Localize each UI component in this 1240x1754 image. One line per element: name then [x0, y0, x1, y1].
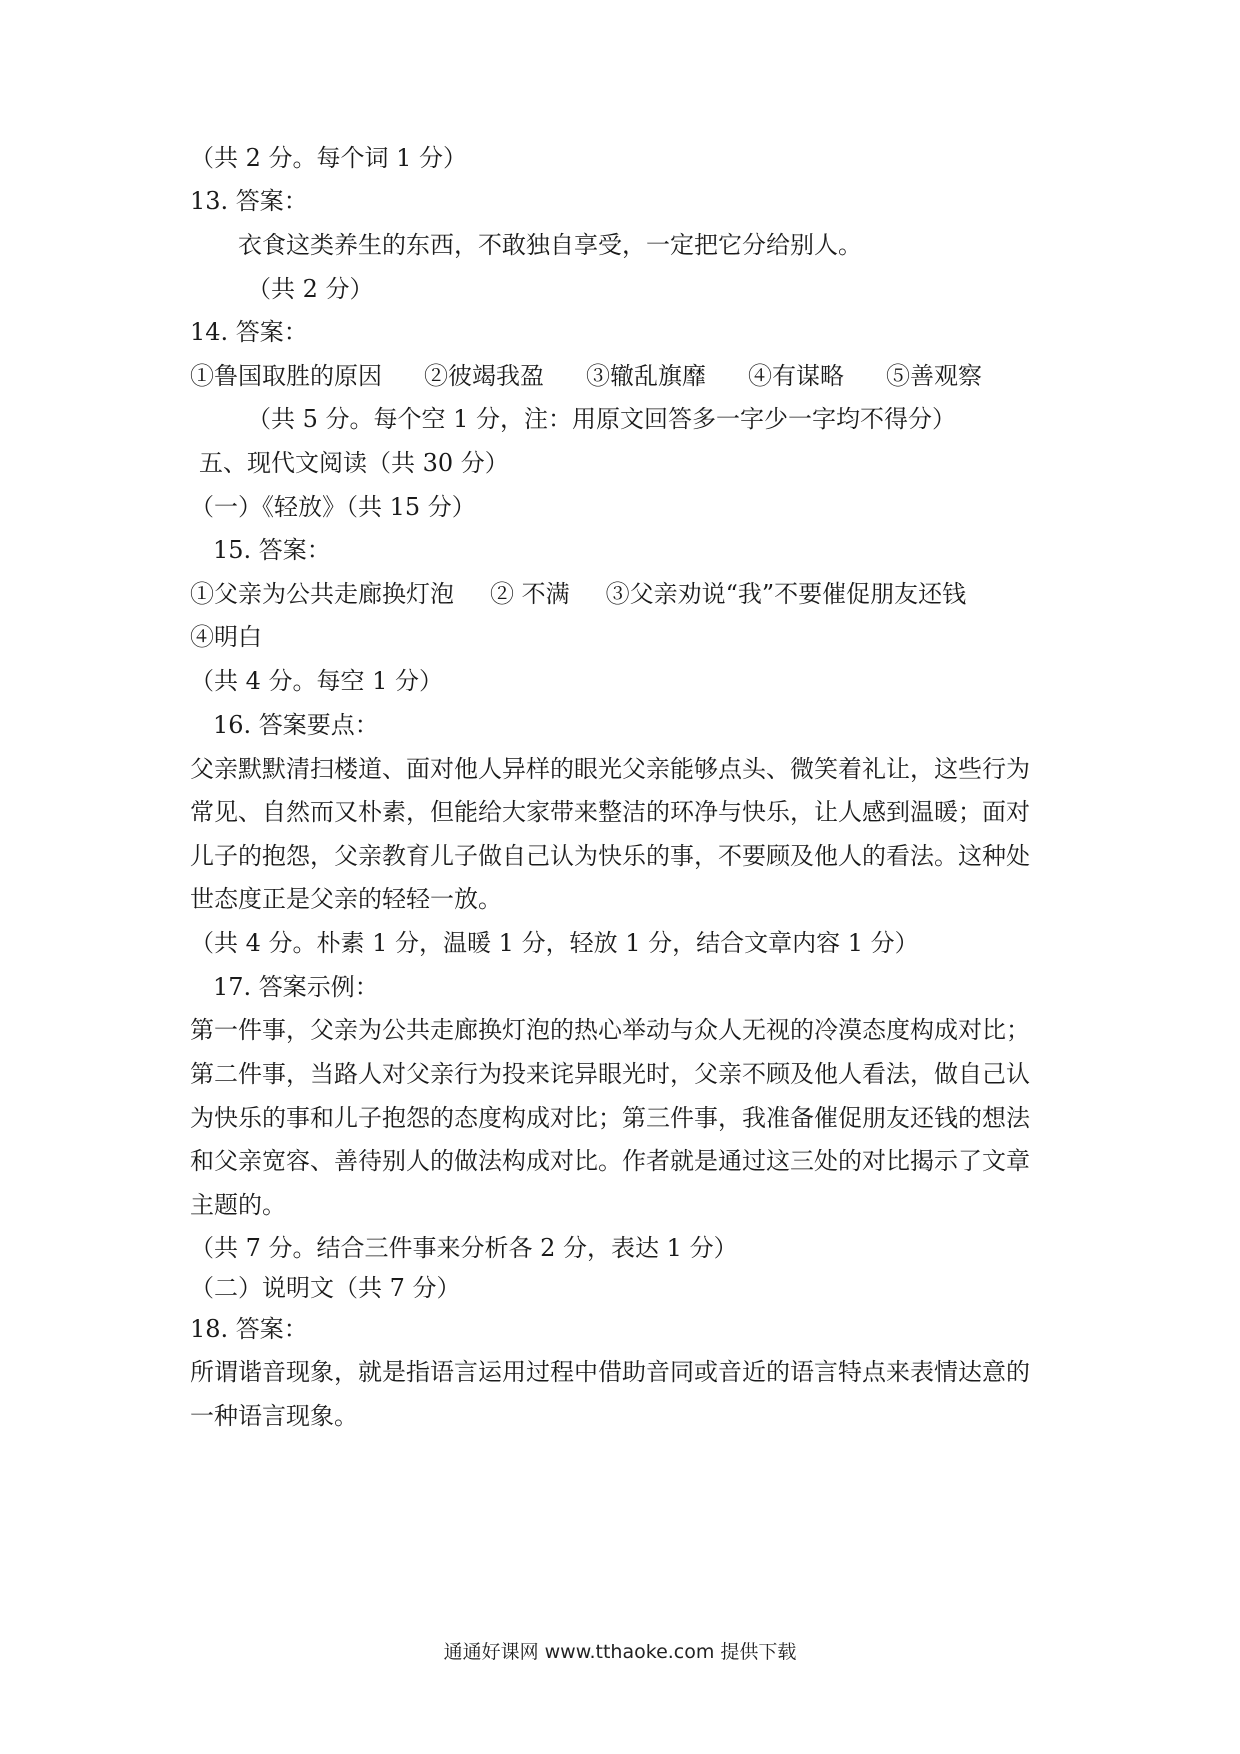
q13-label: 13. 答案： [190, 187, 308, 215]
q16-line-1: 父亲默默清扫楼道、面对他人异样的眼光父亲能够点头、微笑着礼让，这些行为 [190, 755, 1030, 783]
q17-line-4: 和父亲宽容、善待别人的做法构成对比。作者就是通过这三处的对比揭示了文章 [190, 1147, 1030, 1175]
q14-option-2: ②彼竭我盈 [424, 362, 544, 390]
q18-label: 18. 答案： [190, 1315, 308, 1343]
part-2-title: （二）说明文（共 7 分） [190, 1274, 461, 1302]
q15-option-1: ①父亲为公共走廊换灯泡 [190, 580, 454, 608]
q17-line-1: 第一件事，父亲为公共走廊换灯泡的热心举动与众人无视的冷漠态度构成对比； [190, 1016, 1030, 1044]
q17-line-3: 为快乐的事和儿子抱怨的态度构成对比；第三件事，我准备催促朋友还钱的想法 [190, 1104, 1030, 1132]
q17-line-5: 主题的。 [190, 1191, 286, 1219]
q15-option-3: ③父亲劝说“我”不要催促朋友还钱 [605, 580, 967, 608]
q15-label: 15. 答案： [213, 536, 331, 564]
q14-option-4: ④有谋略 [748, 362, 844, 390]
q16-line-3: 儿子的抱怨，父亲教育儿子做自己认为快乐的事，不要顾及他人的看法。这种处 [190, 842, 1030, 870]
q13-answer: 衣食这类养生的东西，不敢独自享受，一定把它分给别人。 [238, 231, 862, 259]
q14-option-3: ③辙乱旗靡 [586, 362, 706, 390]
q17-score: （共 7 分。结合三件事来分析各 2 分，表达 1 分） [190, 1234, 738, 1262]
q16-label: 16. 答案要点： [213, 711, 379, 739]
q18-line-1: 所谓谐音现象，就是指语言运用过程中借助音同或音近的语言特点来表情达意的 [190, 1358, 1030, 1386]
q16-score: （共 4 分。朴素 1 分，温暖 1 分，轻放 1 分，结合文章内容 1 分） [190, 929, 919, 957]
q14-options [190, 360, 1024, 392]
q18-line-2: 一种语言现象。 [190, 1402, 358, 1430]
q17-label: 17. 答案示例： [213, 973, 379, 1001]
page-footer: 通通好课网 www.tthaoke.com 提供下载 [443, 1641, 797, 1663]
section-5-title: 五、现代文阅读（共 30 分） [199, 449, 509, 477]
q16-line-4: 世态度正是父亲的轻轻一放。 [190, 885, 502, 913]
q14-option-1: ①鲁国取胜的原因 [190, 362, 382, 390]
part-1-title: （一）《轻放》（共 15 分） [190, 493, 476, 521]
q15-option-4: ④明白 [190, 623, 262, 651]
q14-score: （共 5 分。每个空 1 分，注：用原文回答多一字少一字均不得分） [247, 405, 957, 433]
q17-line-2: 第二件事，当路人对父亲行为投来诧异眼光时，父亲不顾及他人看法，做自己认 [190, 1060, 1030, 1088]
q14-label: 14. 答案： [190, 318, 308, 346]
q14-option-5: ⑤善观察 [886, 362, 982, 390]
q15-options [190, 578, 1002, 610]
q13-score: （共 2 分） [247, 275, 374, 303]
q15-score: （共 4 分。每空 1 分） [190, 667, 444, 695]
q16-line-2: 常见、自然而又朴素，但能给大家带来整洁的环净与快乐，让人感到温暖；面对 [190, 798, 1030, 826]
score-note-q12: （共 2 分。每个词 1 分） [190, 144, 468, 172]
q15-option-2: ② 不满 [490, 580, 570, 608]
